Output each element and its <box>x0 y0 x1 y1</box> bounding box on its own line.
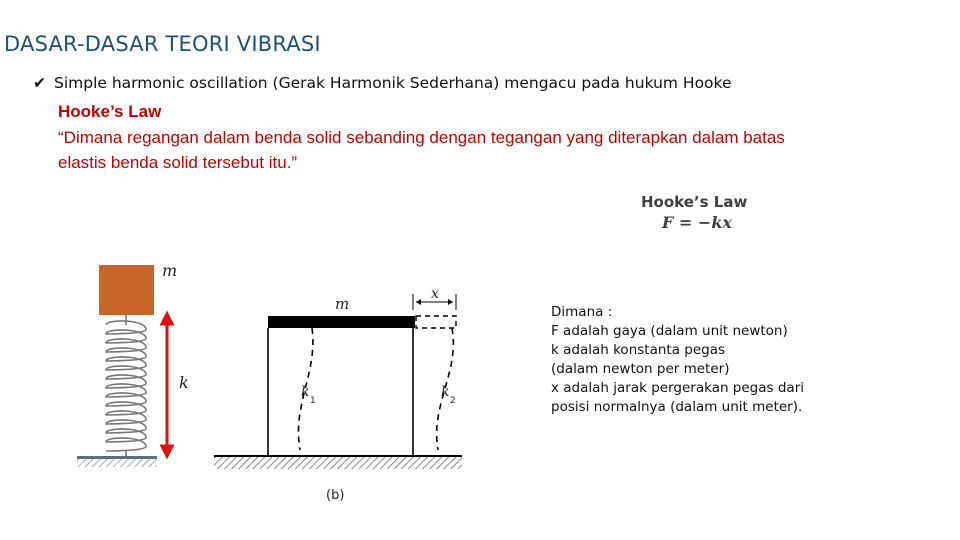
k2-subscript: 2 <box>450 396 456 406</box>
bullet-text: Simple harmonic oscillation (Gerak Harmonik Sederhana) mengacu pada hukum Hooke <box>54 74 732 92</box>
explanation-line: posisi normalnya (dalam unit meter). <box>551 399 803 415</box>
displacement-label: x <box>431 286 439 302</box>
k1-label: k <box>301 384 310 400</box>
displaced-beam <box>416 316 456 328</box>
explanation-line: k adalah konstanta pegas <box>551 342 726 358</box>
quote-line: elastis benda solid tersebut itu.” <box>58 153 298 172</box>
formula-title: Hooke’s Law <box>641 193 748 211</box>
explanation-line: F adalah gaya (dalam unit newton) <box>551 323 788 339</box>
stiffness-label: k <box>179 373 189 392</box>
explanation-line: Dimana : <box>551 304 613 320</box>
frame-mass-label: m <box>335 295 350 313</box>
mass-block <box>99 265 154 315</box>
checkmark-icon: ✔ <box>33 74 46 92</box>
frame-diagram <box>214 286 462 503</box>
quote-line: “Dimana regangan dalam benda solid sebanding dengan tegangan yang diterapkan dalam batas <box>58 128 785 147</box>
ground-hatch <box>77 459 157 467</box>
spring-mass-diagram <box>77 261 189 467</box>
coil-spring <box>106 315 146 456</box>
k2-label: k <box>441 384 450 400</box>
explanation-line: x adalah jarak pergerakan pegas dari <box>551 380 804 396</box>
formula-equation: F = −kx <box>662 213 732 232</box>
hookes-law-heading: Hooke’s Law <box>58 102 162 121</box>
frame-beam <box>268 316 415 328</box>
figure-caption: (b) <box>326 488 345 503</box>
ground-line <box>77 456 157 459</box>
explanation-line: (dalam newton per meter) <box>551 361 730 377</box>
mass-label: m <box>162 261 178 280</box>
frame-ground-hatch <box>214 457 462 469</box>
slide-title: DASAR-DASAR TEORI VIBRASI <box>4 32 321 56</box>
frame-ground-line <box>214 455 462 457</box>
k1-subscript: 1 <box>310 396 316 406</box>
